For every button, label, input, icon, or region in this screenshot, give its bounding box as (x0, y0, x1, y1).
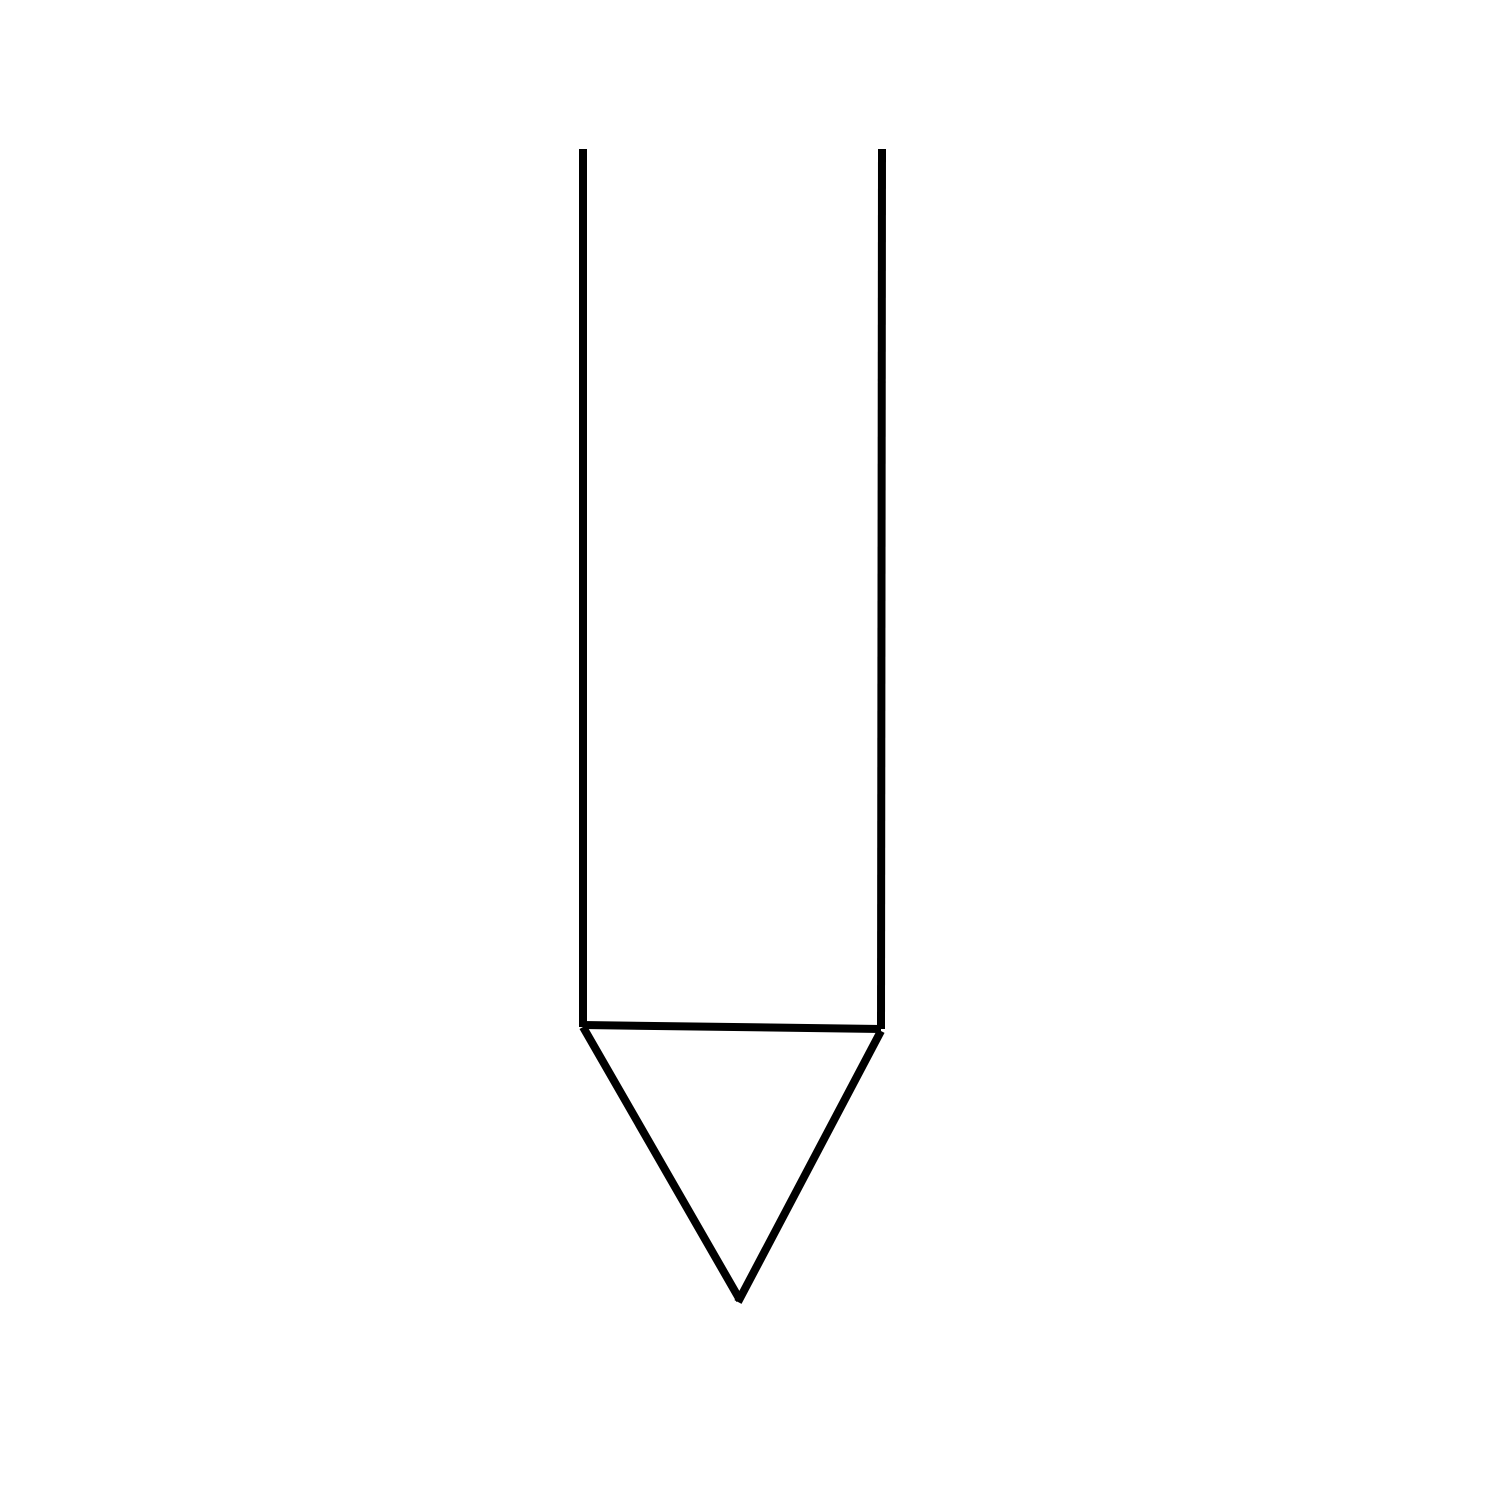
right-shaft-line (881, 149, 882, 1029)
base-line (583, 1025, 881, 1029)
